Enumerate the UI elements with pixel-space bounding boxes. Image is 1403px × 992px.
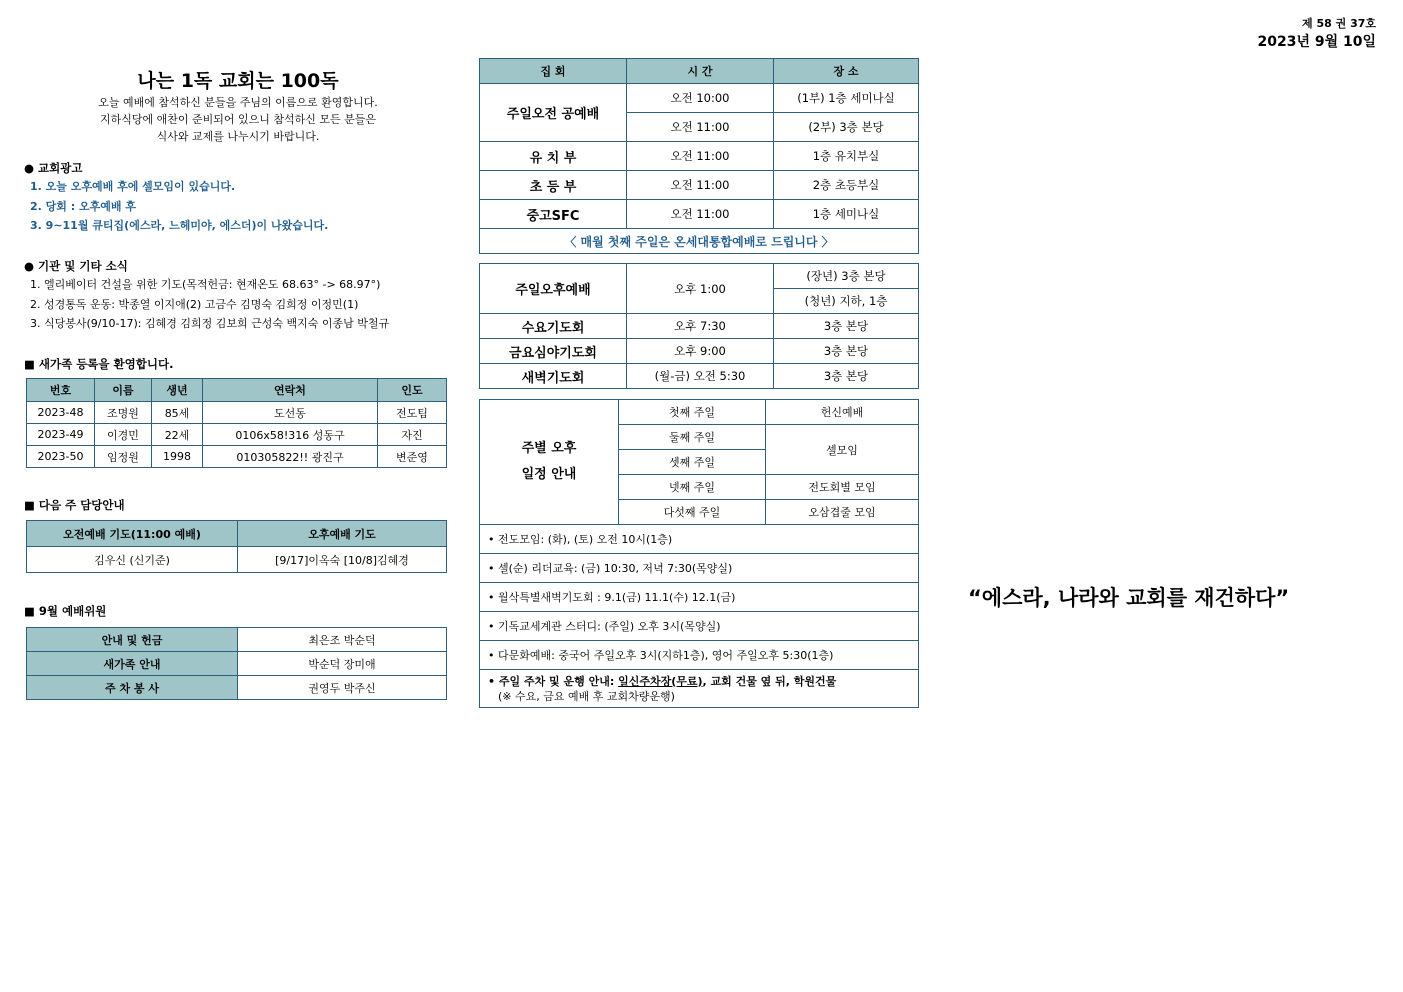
table-row <box>480 200 919 229</box>
list-item: 2. 성경통독 운동: 박종열 이지애(2) 고금수 김명숙 김희정 이정민(1) <box>30 297 359 311</box>
cell: 2023-48 <box>27 402 95 424</box>
theme-quote: “에스라, 나라와 교회를 재건하다” <box>968 586 1290 610</box>
list-item: 3. 식당봉사(9/10-17): 김혜경 김희정 김보희 근성숙 백지숙 이종남 박철규 <box>30 317 390 330</box>
list-item: 1. 오늘 오후예배 후에 셀모임이 있습니다. <box>30 180 236 193</box>
table-row <box>480 339 919 364</box>
cell: 3층 본당 <box>774 314 919 339</box>
table-row <box>480 525 919 554</box>
cell: 오전 11:00 <box>627 113 774 142</box>
note-item: • 셀(순) 리더교육: (금) 10:30, 저녁 7:30(목양실) <box>480 554 919 583</box>
cell: 수요기도회 <box>480 314 627 339</box>
table-row <box>480 400 919 425</box>
cell: 전도회별 모임 <box>766 475 919 500</box>
cell: 오후 1:00 <box>627 264 774 314</box>
weekly-table <box>479 399 919 708</box>
cell: 초 등 부 <box>480 171 627 200</box>
cell: 자진 <box>378 424 447 446</box>
page-title: 나는 1독 교회는 100독 <box>137 70 339 92</box>
cell: 오전 11:00 <box>627 142 774 171</box>
cell: 주일오후예배 <box>480 264 627 314</box>
note-item: • 기독교세계관 스터디: (주일) 오후 3시(목양실) <box>480 612 919 641</box>
cell: 3층 본당 <box>774 339 919 364</box>
table-row <box>27 628 447 652</box>
ads-heading: ● 교회광고 <box>24 161 83 175</box>
weekly-label-line: 주별 오후 <box>521 441 577 456</box>
cell: 셀모임 <box>766 425 919 475</box>
col-header: 오전예배 기도(11:00 예배) <box>27 521 238 547</box>
cell: 오삼겹줄 모임 <box>766 500 919 525</box>
cell: 새벽기도회 <box>480 364 627 389</box>
news-heading: ● 기관 및 기타 소식 <box>24 259 128 273</box>
bulletin-date: 2023년 9월 10일 <box>1257 34 1376 50</box>
table-row <box>480 171 919 200</box>
list-item: 3. 9~11월 큐티집(에스라, 느헤미야, 에스더)이 나왔습니다. <box>30 219 329 232</box>
parking-line: • 주일 주차 및 운행 안내: 일신주차장(무료), 교회 건물 옆 뒤, 학원건물 <box>488 674 837 688</box>
cell: 오전 11:00 <box>627 200 774 229</box>
parking-note <box>480 670 919 708</box>
notice-cell: 〈 매월 첫째 주일은 온세대통합예배로 드립니다 〉 <box>480 229 919 254</box>
col-header: 생년 <box>152 379 203 402</box>
cell: 3층 본당 <box>774 364 919 389</box>
cell: 이경민 <box>95 424 152 446</box>
cell: 넷째 주일 <box>619 475 766 500</box>
cell: 유 치 부 <box>480 142 627 171</box>
welcome-line: 지하식당에 애찬이 준비되어 있으니 참석하신 모든 분들은 <box>99 113 376 126</box>
cell: (장년) 3층 본당 <box>774 264 919 289</box>
cell: 셋째 주일 <box>619 450 766 475</box>
table-row <box>480 641 919 670</box>
cell: 새가족 안내 <box>27 652 238 676</box>
parking-text: , 교회 건물 옆 뒤, 학원건물 <box>702 674 837 688</box>
table-row <box>480 142 919 171</box>
cell: 헌신예배 <box>766 400 919 425</box>
nextweek-table <box>26 520 447 573</box>
cell: 오후 9:00 <box>627 339 774 364</box>
newfamily-heading: ■ 새가족 등록을 환영합니다. <box>24 357 174 371</box>
schedule-table <box>479 58 919 254</box>
cell: 1층 세미나실 <box>774 200 919 229</box>
col-header: 장 소 <box>774 59 919 84</box>
cell: 전도팀 <box>378 402 447 424</box>
newfamily-table <box>26 378 447 468</box>
parking-sub: (※ 수요, 금요 예배 후 교회차량운행) <box>498 689 675 703</box>
cell: 85세 <box>152 402 203 424</box>
cell: 도선동 <box>203 402 378 424</box>
table-row <box>27 402 447 424</box>
table-row <box>480 264 919 289</box>
table-row <box>480 612 919 641</box>
cell: 오후 7:30 <box>627 314 774 339</box>
cell: 금요심야기도회 <box>480 339 627 364</box>
cell: 둘째 주일 <box>619 425 766 450</box>
cell: 조명원 <box>95 402 152 424</box>
cell: (청년) 지하, 1층 <box>774 289 919 314</box>
table-row <box>480 84 919 113</box>
col-header: 번호 <box>27 379 95 402</box>
cell: 중고SFC <box>480 200 627 229</box>
cell: 다섯째 주일 <box>619 500 766 525</box>
cell: 임정원 <box>95 446 152 468</box>
col-header: 집 회 <box>480 59 627 84</box>
schedule2-table <box>479 263 919 389</box>
table-row <box>27 547 447 573</box>
cell: (1부) 1층 세미나실 <box>774 84 919 113</box>
weekly-label-line: 일정 안내 <box>521 467 577 482</box>
col-header: 시 간 <box>627 59 774 84</box>
table-row <box>480 364 919 389</box>
cell: 안내 및 헌금 <box>27 628 238 652</box>
cell: 주 차 봉 사 <box>27 676 238 700</box>
cell: 2023-49 <box>27 424 95 446</box>
table-row <box>480 670 919 708</box>
cell: 1998 <box>152 446 203 468</box>
committee-table <box>26 627 447 700</box>
news-list <box>30 275 389 334</box>
list-item: 2. 당회 : 오후예배 후 <box>30 199 136 213</box>
note-item: • 전도모임: (화), (토) 오전 10시(1층) <box>480 525 919 554</box>
cell: (월-금) 오전 5:30 <box>627 364 774 389</box>
col-header: 연락처 <box>203 379 378 402</box>
table-row <box>27 424 447 446</box>
table-row <box>480 314 919 339</box>
cell: 김우신 (신기준) <box>27 547 238 573</box>
cell: 오전 10:00 <box>627 84 774 113</box>
weekly-label <box>480 400 619 525</box>
nextweek-heading: ■ 다음 주 담당안내 <box>24 498 125 512</box>
cell: 권영두 박주신 <box>238 676 447 700</box>
cell: 박순덕 장미애 <box>238 652 447 676</box>
cell: 오전 11:00 <box>627 171 774 200</box>
cell: 22세 <box>152 424 203 446</box>
cell: 2023-50 <box>27 446 95 468</box>
issue-number: 제 58 권 37호 <box>1302 17 1376 30</box>
table-row <box>480 229 919 254</box>
parking-lot: 일신주차장(무료) <box>618 674 703 688</box>
table-row <box>480 554 919 583</box>
note-item: • 월삭특별새벽기도회 : 9.1(금) 11.1(수) 12.1(금) <box>480 583 919 612</box>
table-row <box>27 446 447 468</box>
note-item: • 다문화예배: 중국어 주일오후 3시(지하1층), 영어 주일오후 5:30(1층) <box>480 641 919 670</box>
committee-heading: ■ 9월 예배위원 <box>24 604 107 618</box>
cell: 주일오전 공예배 <box>480 84 627 142</box>
cell: 0106x58!316 성동구 <box>203 424 378 446</box>
cell: 최은조 박순덕 <box>238 628 447 652</box>
table-row <box>27 676 447 700</box>
cell: (2부) 3층 본당 <box>774 113 919 142</box>
ads-list <box>30 177 328 236</box>
parking-text: 주일 주차 및 운행 안내: <box>498 674 619 688</box>
table-row <box>480 583 919 612</box>
col-header: 인도 <box>378 379 447 402</box>
cell: 010305822!! 광진구 <box>203 446 378 468</box>
col-header: 오후예배 기도 <box>238 521 447 547</box>
welcome-line: 식사와 교제를 나누시기 바랍니다. <box>156 130 320 143</box>
cell: 1층 유치부실 <box>774 142 919 171</box>
welcome-line: 오늘 예배에 참석하신 분들을 주님의 이름으로 환영합니다. <box>98 96 378 109</box>
table-row <box>27 652 447 676</box>
col-header: 이름 <box>95 379 152 402</box>
cell: 2층 초등부실 <box>774 171 919 200</box>
cell: 변준영 <box>378 446 447 468</box>
cell: [9/17]이옥숙 [10/8]김혜경 <box>238 547 447 573</box>
welcome-message <box>28 94 448 145</box>
cell: 첫째 주일 <box>619 400 766 425</box>
list-item: 1. 엘리베이터 건설을 위한 기도(목적헌금: 현재온도 68.63° -> 68.97°) <box>30 278 381 291</box>
